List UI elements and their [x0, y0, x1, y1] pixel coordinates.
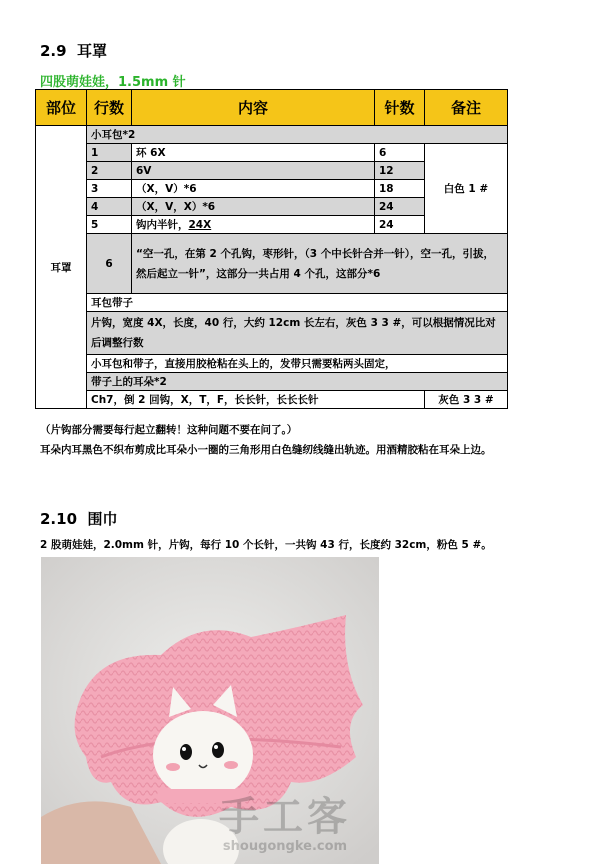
header-content: 内容	[132, 90, 375, 126]
section-title: 围巾	[87, 510, 118, 528]
row-content: “空一孔，在第 2 个孔钩，枣形针，（3 个中长针合并一针），空一孔，引拔，然后起立一针”，这部分一共占用 4 个孔，这部分*6	[132, 234, 508, 294]
stitch-count: 6	[375, 144, 425, 162]
section-title: 耳罩	[77, 42, 108, 60]
scarf-description: 2 股萌娃娃，2.0mm 针，片钩，每行 10 个长针，一共钩 43 行，长度约 32cm，粉色 5 #。	[40, 539, 492, 551]
row-number: 4	[87, 198, 132, 216]
table-row	[36, 355, 508, 373]
row-content: （X，V）*6	[132, 180, 375, 198]
row-number: 1	[87, 144, 132, 162]
section-number: 2.10	[40, 510, 78, 528]
pattern-table	[35, 89, 508, 409]
row-number: 3	[87, 180, 132, 198]
row-content: 环 6X	[132, 144, 375, 162]
stitch-count: 18	[375, 180, 425, 198]
note-line-1: （片钩部分需要每行起立翻转！这种问题不要在问了。）	[40, 424, 298, 436]
remark-white: 白色 1 #	[425, 144, 508, 234]
remark-gray: 灰色 3 3 #	[425, 391, 508, 409]
header-row: 行数	[87, 90, 132, 126]
stitch-count: 12	[375, 162, 425, 180]
strap-label: 耳包带子	[87, 294, 508, 312]
strap-ear-label: 带子上的耳朵*2	[87, 373, 508, 391]
table-row	[36, 391, 508, 409]
row-content-underlined: 24X	[188, 219, 212, 231]
part-name-cell: 耳罩	[36, 126, 87, 409]
attach-note: 小耳包和带子，直接用胶枪粘在头上的，发带只需要粘两头固定，	[87, 355, 508, 373]
watermark-url: shougongke.com	[222, 839, 348, 854]
row-content: （X，V，X）*6	[132, 198, 375, 216]
table-row	[36, 234, 508, 294]
header-part: 部位	[36, 90, 87, 126]
row-content: 6V	[132, 162, 375, 180]
scarf-photo	[41, 557, 379, 864]
note-line-2: 耳朵内耳黑色不织布剪成比耳朵小一圈的三角形用白色缝纫线缝出轨迹。用酒精胶粘在耳朵上边。	[40, 444, 492, 456]
stitch-count: 24	[375, 198, 425, 216]
section-heading-2-9	[40, 40, 107, 61]
material-note: 四股萌娃娃，1.5mm 针	[40, 75, 186, 90]
row-content	[132, 216, 375, 234]
row-content-prefix: 钩内半针，	[136, 219, 189, 231]
table-row	[36, 126, 508, 144]
strap-content: 片钩，宽度 4X，长度，40 行，大约 12cm 长左右，灰色 3 3 #，可以根据情况比对后调整行数	[87, 312, 508, 355]
table-header-row	[36, 90, 508, 126]
stitch-count: 24	[375, 216, 425, 234]
table-row	[36, 294, 508, 312]
watermark-logo: 手工客	[219, 794, 351, 840]
table-row	[36, 373, 508, 391]
row-number: 2	[87, 162, 132, 180]
strap-ear-content: Ch7，倒 2 回钩，X，T，F，长长针，长长长针	[87, 391, 425, 409]
section-number: 2.9	[40, 42, 67, 60]
row-number: 6	[87, 234, 132, 294]
section-heading-2-10	[40, 508, 117, 529]
table-row	[36, 144, 508, 162]
header-remark: 备注	[425, 90, 508, 126]
table-row	[36, 312, 508, 355]
watermark	[219, 795, 351, 854]
header-count: 针数	[375, 90, 425, 126]
row-number: 5	[87, 216, 132, 234]
small-ear-label: 小耳包*2	[87, 126, 508, 144]
